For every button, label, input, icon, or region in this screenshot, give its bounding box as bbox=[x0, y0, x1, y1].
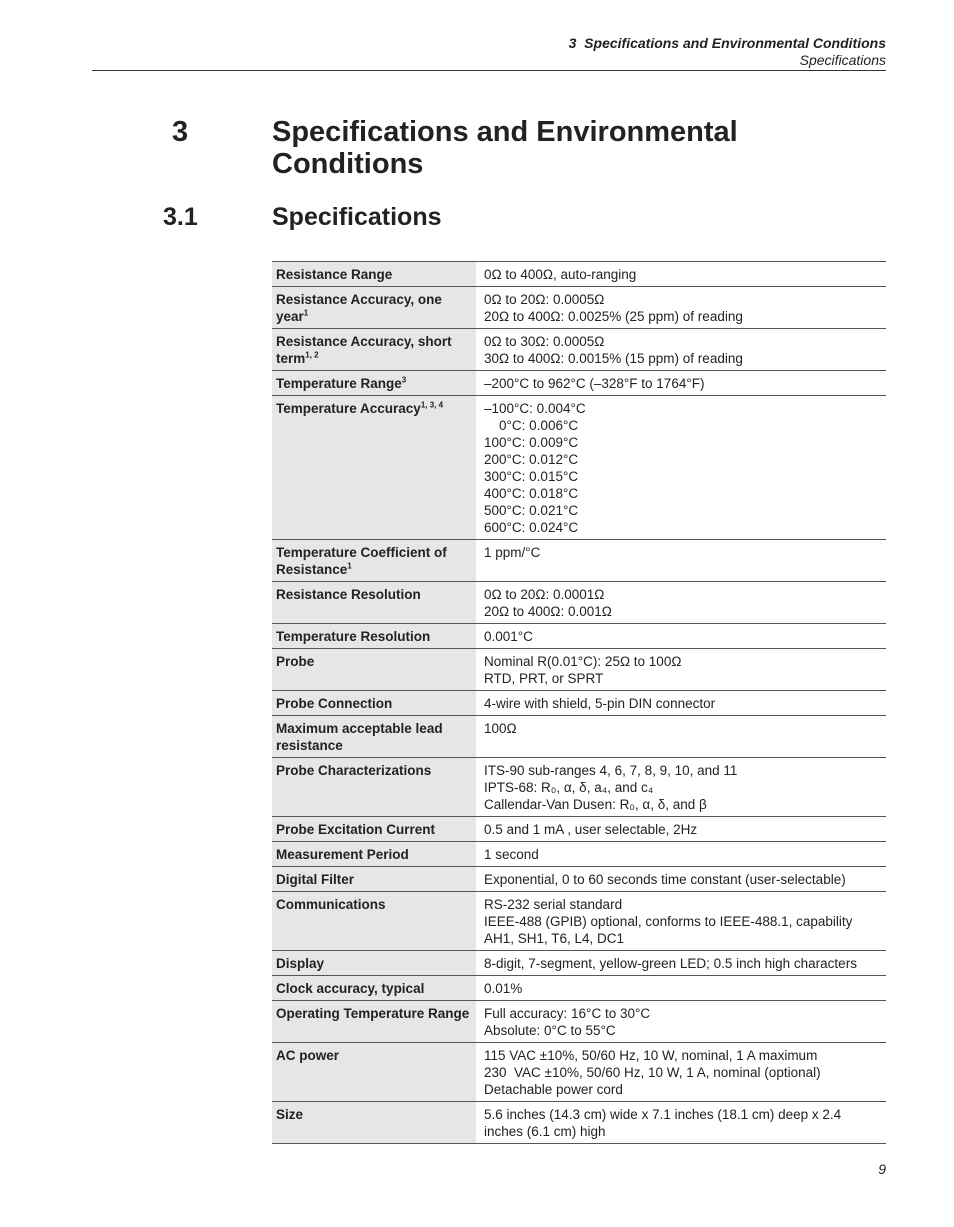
spec-label-cell bbox=[272, 371, 476, 396]
spec-value-line: RS-232 serial standard bbox=[484, 897, 623, 912]
table-row bbox=[272, 817, 886, 842]
spec-label-cell bbox=[272, 758, 476, 817]
footnote-ref: 1 bbox=[303, 308, 309, 318]
table-row bbox=[272, 540, 886, 582]
spec-label-cell bbox=[272, 951, 476, 976]
spec-value-cell bbox=[476, 951, 886, 976]
footnote-ref: 1, 3, 4 bbox=[420, 400, 444, 410]
chapter-number: 3 bbox=[172, 116, 189, 148]
table-row bbox=[272, 1102, 886, 1144]
spec-label: Temperature Coefficient of Resistance bbox=[276, 545, 447, 577]
spec-value-line: 0.001°C bbox=[484, 629, 533, 644]
spec-value-line: 400°C: 0.018°C bbox=[484, 486, 579, 501]
spec-value-cell bbox=[476, 817, 886, 842]
footnote-ref: 1 bbox=[347, 561, 352, 571]
spec-value-line: 8-digit, 7-segment, yellow-green LED; 0.5 inch high characters bbox=[484, 956, 857, 971]
spec-label-cell bbox=[272, 649, 476, 691]
spec-value-line: Nominal R(0.01°C): 25Ω to 100Ω bbox=[484, 654, 682, 669]
spec-value-line: 115 VAC ±10%, 50/60 Hz, 10 W, nominal, 1 A maximum bbox=[484, 1048, 818, 1063]
spec-label-cell bbox=[272, 867, 476, 892]
spec-value-line: 500°C: 0.021°C bbox=[484, 503, 579, 518]
spec-value-cell bbox=[476, 624, 886, 649]
spec-label: Temperature Accuracy bbox=[276, 401, 421, 416]
spec-value-line: 0Ω to 20Ω: 0.0005Ω bbox=[484, 292, 605, 307]
table-row bbox=[272, 842, 886, 867]
spec-label: Communications bbox=[276, 897, 386, 912]
spec-label: Display bbox=[276, 956, 325, 971]
spec-value-line: 30Ω to 400Ω: 0.0015% (15 ppm) of reading bbox=[484, 351, 743, 366]
page-number: 9 bbox=[878, 1161, 886, 1177]
table-row bbox=[272, 396, 886, 540]
section-number: 3.1 bbox=[163, 203, 198, 231]
spec-value-line: 20Ω to 400Ω: 0.0025% (25 ppm) of reading bbox=[484, 309, 743, 324]
spec-label-cell bbox=[272, 976, 476, 1001]
table-row bbox=[272, 691, 886, 716]
spec-label: Probe bbox=[276, 654, 315, 669]
spec-label: Digital Filter bbox=[276, 872, 355, 887]
spec-label-cell bbox=[272, 892, 476, 951]
spec-value-line: 0Ω to 400Ω, auto-ranging bbox=[484, 267, 637, 282]
spec-value-line: 600°C: 0.024°C bbox=[484, 520, 579, 535]
spec-value-cell bbox=[476, 396, 886, 540]
section-heading bbox=[163, 203, 442, 232]
table-row bbox=[272, 1043, 886, 1102]
spec-value-line: 230 VAC ±10%, 50/60 Hz, 10 W, 1 A, nominal (optional) bbox=[484, 1065, 821, 1080]
spec-value-cell bbox=[476, 976, 886, 1001]
spec-value-line: 1 second bbox=[484, 847, 539, 862]
table-row bbox=[272, 649, 886, 691]
running-head-section: Specifications bbox=[799, 52, 886, 68]
spec-value-line: 20Ω to 400Ω: 0.001Ω bbox=[484, 604, 612, 619]
spec-value-line: Exponential, 0 to 60 seconds time constant (user-selectable) bbox=[484, 872, 846, 887]
spec-value-cell bbox=[476, 371, 886, 396]
spec-value-line: Full accuracy: 16°C to 30°C bbox=[484, 1006, 651, 1021]
spec-label-cell bbox=[272, 329, 476, 371]
spec-value-line: ITS-90 sub-ranges 4, 6, 7, 8, 9, 10, and 11 bbox=[484, 763, 738, 778]
spec-value-line: 0.5 and 1 mA , user selectable, 2Hz bbox=[484, 822, 698, 837]
running-head bbox=[569, 35, 886, 69]
table-row bbox=[272, 892, 886, 951]
spec-value-line: –100°C: 0.004°C bbox=[484, 401, 586, 416]
spec-table bbox=[272, 261, 886, 1144]
spec-value-line: 100°C: 0.009°C bbox=[484, 435, 579, 450]
spec-value-cell bbox=[476, 1102, 886, 1144]
spec-label-cell bbox=[272, 716, 476, 758]
spec-label: Resistance Accuracy, one year bbox=[276, 292, 442, 324]
spec-value-line: –200°C to 962°C (–328°F to 1764°F) bbox=[484, 376, 705, 391]
spec-label: Size bbox=[276, 1107, 304, 1122]
chapter-heading bbox=[172, 116, 792, 180]
spec-label-cell bbox=[272, 842, 476, 867]
spec-value-line: 0°C: 0.006°C bbox=[484, 418, 579, 433]
spec-value-line: Detachable power cord bbox=[484, 1082, 623, 1097]
spec-label-cell bbox=[272, 1001, 476, 1043]
spec-label: Temperature Resolution bbox=[276, 629, 431, 644]
spec-value-cell bbox=[476, 582, 886, 624]
table-row bbox=[272, 758, 886, 817]
spec-label: Operating Temperature Range bbox=[276, 1006, 470, 1021]
spec-value-line: 4-wire with shield, 5-pin DIN connector bbox=[484, 696, 716, 711]
footnote-ref: 1, 2 bbox=[305, 350, 319, 360]
spec-value-cell bbox=[476, 842, 886, 867]
spec-value-line: 1 ppm/°C bbox=[484, 545, 541, 560]
spec-value-cell bbox=[476, 262, 886, 287]
spec-label: Resistance Range bbox=[276, 267, 393, 282]
spec-label: Probe Connection bbox=[276, 696, 393, 711]
spec-value-cell bbox=[476, 649, 886, 691]
section-title: Specifications bbox=[272, 203, 442, 231]
spec-label: Resistance Resolution bbox=[276, 587, 421, 602]
spec-value-cell bbox=[476, 691, 886, 716]
spec-value-line: 200°C: 0.012°C bbox=[484, 452, 579, 467]
spec-label: Measurement Period bbox=[276, 847, 409, 862]
spec-label-cell bbox=[272, 624, 476, 649]
table-row bbox=[272, 371, 886, 396]
spec-label: Maximum acceptable lead resistance bbox=[276, 721, 443, 753]
spec-label: Probe Characterizations bbox=[276, 763, 432, 778]
spec-label: Probe Excitation Current bbox=[276, 822, 436, 837]
footnote-ref: 3 bbox=[401, 375, 407, 385]
table-row bbox=[272, 582, 886, 624]
running-head-chapter: 3 Specifications and Environmental Conditions bbox=[568, 35, 886, 51]
spec-value-line: 5.6 inches (14.3 cm) wide x 7.1 inches (18.1 cm) deep x 2.4 inches (6.1 cm) high bbox=[484, 1107, 845, 1139]
spec-value-cell bbox=[476, 758, 886, 817]
spec-value-line: 100Ω bbox=[484, 721, 517, 736]
spec-label-cell bbox=[272, 262, 476, 287]
spec-value-line: IEEE-488 (GPIB) optional, conforms to IEEE-488.1, capability AH1, SH1, T6, L4, DC1 bbox=[484, 914, 856, 946]
spec-value-line: RTD, PRT, or SPRT bbox=[484, 671, 604, 686]
spec-label: Clock accuracy, typical bbox=[276, 981, 425, 996]
table-row bbox=[272, 951, 886, 976]
spec-table-body bbox=[272, 262, 886, 1144]
spec-value-cell bbox=[476, 1001, 886, 1043]
spec-label-cell bbox=[272, 1043, 476, 1102]
spec-value-cell bbox=[476, 540, 886, 582]
table-row bbox=[272, 262, 886, 287]
table-row bbox=[272, 867, 886, 892]
spec-label-cell bbox=[272, 582, 476, 624]
spec-label-cell bbox=[272, 396, 476, 540]
spec-value-line: 0Ω to 30Ω: 0.0005Ω bbox=[484, 334, 605, 349]
spec-value-line: Absolute: 0°C to 55°C bbox=[484, 1023, 616, 1038]
spec-label-cell bbox=[272, 287, 476, 329]
table-row bbox=[272, 329, 886, 371]
spec-label: Resistance Accuracy, short term bbox=[276, 334, 452, 366]
table-row bbox=[272, 624, 886, 649]
table-row bbox=[272, 1001, 886, 1043]
spec-label-cell bbox=[272, 817, 476, 842]
spec-label: Temperature Range bbox=[276, 376, 402, 391]
header-rule bbox=[92, 70, 886, 71]
spec-value-line: IPTS-68: R₀, α, δ, a₄, and c₄ bbox=[484, 780, 654, 795]
spec-label: AC power bbox=[276, 1048, 340, 1063]
spec-value-cell bbox=[476, 329, 886, 371]
spec-label-cell bbox=[272, 1102, 476, 1144]
spec-value-line: Callendar-Van Dusen: R₀, α, δ, and β bbox=[484, 797, 707, 812]
spec-value-cell bbox=[476, 287, 886, 329]
table-row bbox=[272, 287, 886, 329]
spec-value-line: 0.01% bbox=[484, 981, 523, 996]
spec-value-cell bbox=[476, 1043, 886, 1102]
spec-value-cell bbox=[476, 716, 886, 758]
spec-value-line: 0Ω to 20Ω: 0.0001Ω bbox=[484, 587, 605, 602]
table-row bbox=[272, 716, 886, 758]
spec-value-cell bbox=[476, 867, 886, 892]
chapter-title: Specifications and Environmental Conditions bbox=[272, 116, 738, 180]
spec-label-cell bbox=[272, 540, 476, 582]
spec-label-cell bbox=[272, 691, 476, 716]
spec-value-cell bbox=[476, 892, 886, 951]
spec-value-line: 300°C: 0.015°C bbox=[484, 469, 579, 484]
table-row bbox=[272, 976, 886, 1001]
